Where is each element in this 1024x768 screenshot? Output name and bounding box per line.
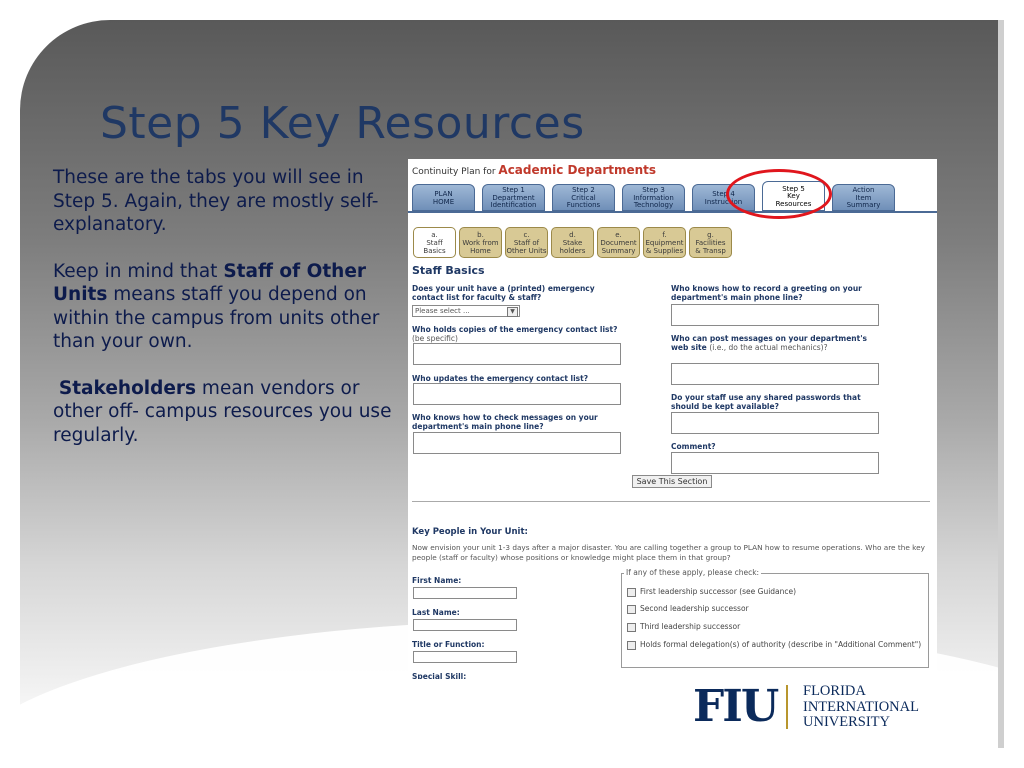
section-divider bbox=[412, 501, 930, 502]
web-site-field[interactable] bbox=[671, 363, 879, 385]
question-updates-list: Who updates the emergency contact list? bbox=[412, 374, 589, 383]
question-emergency-list: Does your unit have a (printed) emergency contact list for faculty & staff? bbox=[412, 284, 595, 302]
logo-line-1: FLORIDA bbox=[803, 683, 866, 699]
subtab-work-from-home[interactable]: b. Work from Home bbox=[459, 227, 502, 258]
plan-header bbox=[412, 163, 656, 177]
plan-header-prefix: Continuity Plan for bbox=[412, 167, 496, 177]
tab-step-4[interactable]: Step 4 Instruction bbox=[692, 184, 755, 211]
check-label: Holds formal delegation(s) of authority (describe in "Additional Comment") bbox=[640, 640, 922, 649]
check-label: First leadership successor (see Guidance) bbox=[640, 587, 797, 596]
sub-tabs bbox=[413, 227, 732, 258]
slide-title: Step 5 Key Resources bbox=[100, 98, 585, 149]
save-section-button[interactable]: Save This Section bbox=[632, 475, 712, 488]
logo-line-3: UNIVERSITY bbox=[803, 714, 890, 730]
subtab-document-summary[interactable]: e. Document Summary bbox=[597, 227, 640, 258]
record-greeting-field[interactable] bbox=[671, 304, 879, 326]
tab-action-item-summary[interactable]: Action Item Summary bbox=[832, 184, 895, 211]
last-name-input[interactable] bbox=[413, 619, 517, 631]
question-web-site bbox=[671, 334, 886, 352]
check-label: Third leadership successor bbox=[640, 622, 741, 631]
chevron-down-icon[interactable]: ▼ bbox=[507, 307, 518, 317]
body-paragraph-1: These are the tabs you will see in Step 5. Again, they are mostly self-explanatory. bbox=[53, 167, 379, 235]
slide-edge bbox=[998, 20, 1004, 748]
check-label: Second leadership successor bbox=[640, 604, 749, 613]
checkbox[interactable] bbox=[627, 605, 636, 614]
emergency-list-select[interactable] bbox=[412, 305, 520, 317]
tab-plan-home[interactable]: PLAN HOME bbox=[412, 184, 475, 211]
p2-text-a: Keep in mind that bbox=[53, 260, 224, 282]
fiu-logo bbox=[693, 683, 953, 733]
comment-field[interactable] bbox=[671, 452, 879, 474]
check-second-successor[interactable] bbox=[627, 604, 749, 614]
subtab-stakeholders[interactable]: d. Stake holders bbox=[551, 227, 594, 258]
q6-note: (i.e., do the actual mechanics)? bbox=[709, 343, 828, 352]
select-value: Please select ... bbox=[415, 307, 470, 315]
slide-body bbox=[53, 166, 398, 470]
q2-note: (be specific) bbox=[412, 334, 458, 343]
question-shared-passwords: Do your staff use any shared passwords that should be kept available? bbox=[671, 393, 861, 411]
tab-step-3[interactable]: Step 3 Information Technology bbox=[622, 184, 685, 211]
title-function-label: Title or Function: bbox=[412, 640, 485, 649]
last-name-label: Last Name: bbox=[412, 608, 460, 617]
check-third-successor[interactable] bbox=[627, 622, 740, 632]
section-title: Staff Basics bbox=[412, 264, 485, 277]
check-first-successor[interactable] bbox=[627, 587, 796, 597]
key-people-title: Key People in Your Unit: bbox=[412, 527, 528, 537]
subtab-equipment-supplies[interactable]: f. Equipment & Supplies bbox=[643, 227, 686, 258]
check-delegation[interactable] bbox=[627, 640, 922, 650]
question-comment: Comment? bbox=[671, 442, 716, 451]
key-people-text: Now envision your unit 1-3 days after a major disaster. You are calling together a group to PLAN how to resume operations. Who are the key people (staff or faculty) whose positions or knowledge might place them in that group? bbox=[412, 543, 925, 562]
holds-copies-field[interactable] bbox=[413, 343, 621, 365]
subtab-facilities-transp[interactable]: g. Facilities & Transp bbox=[689, 227, 732, 258]
university-name bbox=[803, 684, 919, 731]
subtab-staff-basics[interactable]: a. Staff Basics bbox=[413, 227, 456, 258]
title-function-input[interactable] bbox=[413, 651, 517, 663]
body-paragraph-3 bbox=[53, 377, 398, 448]
tab-step-5[interactable]: Step 5 Key Resources bbox=[762, 181, 825, 211]
logo-line-2: INTERNATIONAL bbox=[803, 698, 919, 715]
question-holds-copies bbox=[412, 325, 622, 343]
q2-text: Who holds copies of the emergency contact list? bbox=[412, 325, 618, 334]
tab-underline bbox=[408, 211, 937, 213]
first-name-input[interactable] bbox=[413, 587, 517, 599]
p3-text-b: mean vendors or other off- campus resources you use regularly. bbox=[53, 377, 392, 446]
special-skill-label: Special Skill: bbox=[412, 672, 467, 679]
body-paragraph-2 bbox=[53, 260, 398, 354]
question-record-greeting: Who knows how to record a greeting on your department's main phone line? bbox=[671, 284, 862, 302]
first-name-label: First Name: bbox=[412, 576, 462, 585]
tab-step-2[interactable]: Step 2 Critical Functions bbox=[552, 184, 615, 211]
successor-legend: If any of these apply, please check: bbox=[626, 568, 760, 577]
question-check-messages: Who knows how to check messages on your department's main phone line? bbox=[412, 413, 598, 431]
logo-divider bbox=[786, 685, 788, 729]
p2-bold: Staff of Other Units bbox=[53, 260, 367, 305]
fiu-mark: FIU bbox=[693, 681, 778, 732]
p3-bold: Stakeholders bbox=[58, 377, 197, 399]
checkbox[interactable] bbox=[627, 588, 636, 597]
q6-text: Who can post messages on your department's web site bbox=[671, 334, 867, 352]
checkbox[interactable] bbox=[627, 623, 636, 632]
updates-list-field[interactable] bbox=[413, 383, 621, 405]
tab-step-1[interactable]: Step 1 Department Identification bbox=[482, 184, 545, 211]
embedded-screenshot bbox=[408, 159, 937, 679]
checkbox[interactable] bbox=[627, 641, 636, 650]
p2-text-b: means staff you depend on within the campus from units other than your own. bbox=[53, 284, 380, 352]
subtab-staff-other-units[interactable]: c. Staff of Other Units bbox=[505, 227, 548, 258]
shared-passwords-field[interactable] bbox=[671, 412, 879, 434]
highlight-circle bbox=[726, 169, 832, 219]
check-messages-field[interactable] bbox=[413, 432, 621, 454]
plan-header-dept: Academic Departments bbox=[498, 163, 657, 177]
